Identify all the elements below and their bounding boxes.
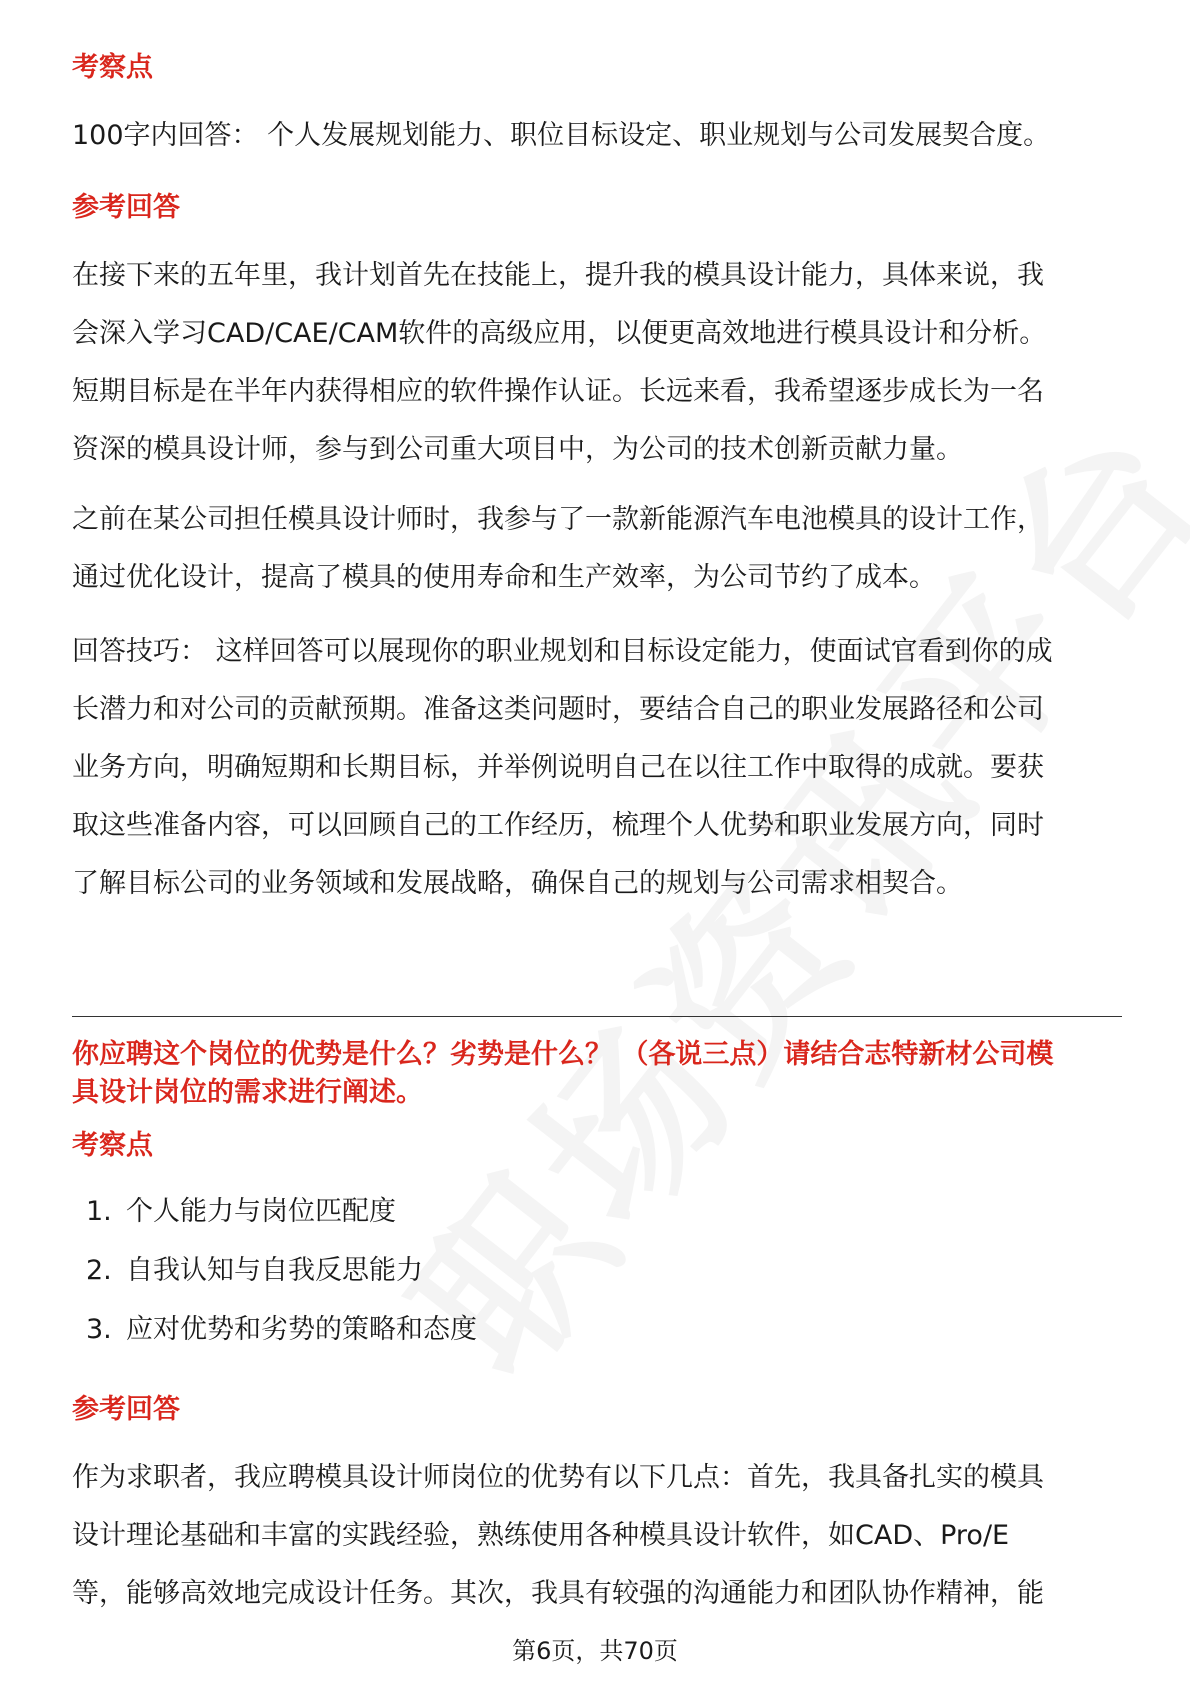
text-line: 取这些准备内容，可以回顾自己的工作经历，梳理个人优势和职业发展方向，同时	[72, 810, 1044, 841]
question-line: 具设计岗位的需求进行阐述。	[72, 1077, 423, 1108]
page-number: 第6页，共70页	[512, 1637, 678, 1665]
text-line: 作为求职者，我应聘模具设计师岗位的优势有以下几点：首先，我具备扎实的模具	[72, 1462, 1044, 1493]
list-item	[86, 1253, 423, 1289]
text-line: 等，能够高效地完成设计任务。其次，我具有较强的沟通能力和团队协作精神，能	[72, 1578, 1044, 1609]
list-text: 应对优势和劣势的策略和态度	[126, 1314, 477, 1345]
cankao-heading-1: 参考回答	[72, 192, 180, 223]
list-number: 1.	[86, 1196, 112, 1227]
kaocha-text-1: 100字内回答： 个人发展规划能力、职位目标设定、职业规划与公司发展契合度。	[72, 120, 1051, 151]
text-line: 了解目标公司的业务领域和发展战略，确保自己的规划与公司需求相契合。	[72, 868, 963, 899]
text-line: 回答技巧： 这样回答可以展现你的职业规划和目标设定能力，使面试官看到你的成	[72, 636, 1053, 667]
kaocha-heading-1: 考察点	[72, 52, 153, 83]
question-title	[72, 1036, 1122, 1112]
text-line: 业务方向，明确短期和长期目标，并举例说明自己在以往工作中取得的成就。要获	[72, 752, 1044, 783]
text-line: 之前在某公司担任模具设计师时，我参与了一款新能源汽车电池模具的设计工作，	[72, 504, 1044, 535]
text-line: 长潜力和对公司的贡献预期。准备这类问题时，要结合自己的职业发展路径和公司	[72, 694, 1044, 725]
question-line: 你应聘这个岗位的优势是什么？劣势是什么？ （各说三点）请结合志特新材公司模	[72, 1039, 1054, 1070]
cankao-heading-2: 参考回答	[72, 1394, 180, 1425]
section-divider	[72, 1016, 1122, 1017]
answer-paragraph-1	[72, 247, 1122, 479]
answer-paragraph-2	[72, 491, 1122, 607]
list-item	[86, 1312, 477, 1348]
text-line: 资深的模具设计师，参与到公司重大项目中，为公司的技术创新贡献力量。	[72, 434, 963, 465]
list-number: 2.	[86, 1255, 112, 1286]
kaocha-heading-2: 考察点	[72, 1130, 153, 1161]
list-text: 个人能力与岗位匹配度	[126, 1196, 396, 1227]
text-line: 在接下来的五年里，我计划首先在技能上，提升我的模具设计能力，具体来说，我	[72, 260, 1044, 291]
text-line: 设计理论基础和丰富的实践经验，熟练使用各种模具设计软件，如CAD、Pro/E	[72, 1520, 1010, 1551]
list-text: 自我认知与自我反思能力	[126, 1255, 423, 1286]
list-number: 3.	[86, 1314, 112, 1345]
answer-tips	[72, 623, 1122, 913]
list-item	[86, 1194, 396, 1230]
answer-paragraph-3	[72, 1449, 1122, 1623]
text-line: 通过优化设计，提高了模具的使用寿命和生产效率，为公司节约了成本。	[72, 562, 936, 593]
text-line: 会深入学习CAD/CAE/CAM软件的高级应用，以便更高效地进行模具设计和分析。	[72, 318, 1047, 349]
text-line: 短期目标是在半年内获得相应的软件操作认证。长远来看，我希望逐步成长为一名	[72, 376, 1044, 407]
